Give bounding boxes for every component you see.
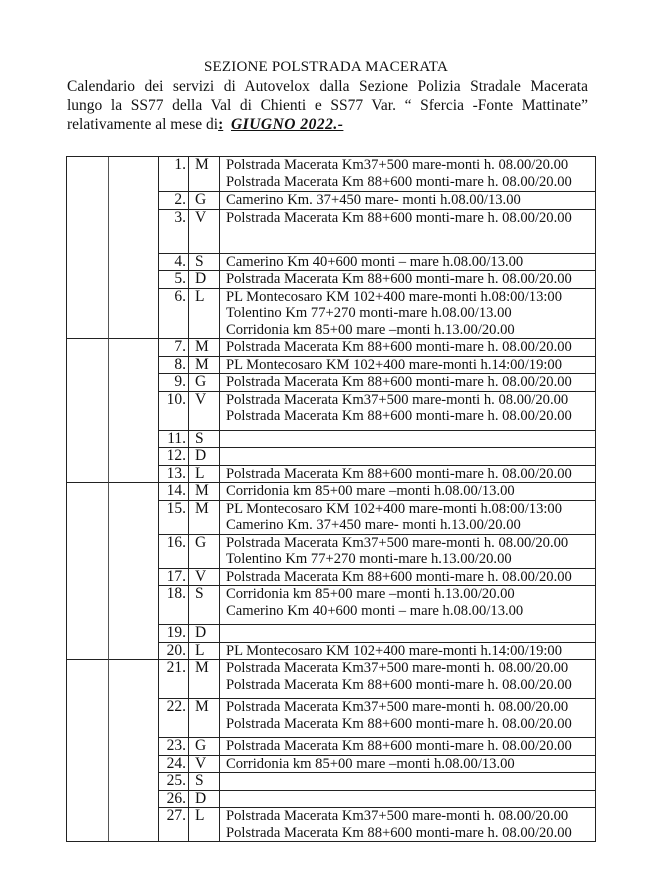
week-cell-2 bbox=[109, 772, 159, 790]
service-cell bbox=[220, 209, 595, 253]
weekday-letter: D bbox=[189, 790, 220, 808]
service-line: Polstrada Macerata Km37+500 mare-monti h. 08.00/20.00 bbox=[226, 699, 569, 715]
weekday-letter: M bbox=[189, 500, 220, 534]
service-line: Polstrada Macerata Km 88+600 monti-mare h. 08.00/20.00 bbox=[226, 738, 572, 754]
week-cell-2 bbox=[109, 624, 159, 642]
week-cell-2 bbox=[109, 534, 159, 568]
calendar-row bbox=[67, 157, 595, 191]
week-cell bbox=[67, 288, 109, 339]
day-number: 24. bbox=[159, 755, 189, 773]
service-cell bbox=[220, 624, 595, 642]
week-cell-2 bbox=[109, 430, 159, 448]
calendar-row bbox=[67, 270, 595, 288]
service-line: Polstrada Macerata Km 88+600 monti-mare h. 08.00/20.00 bbox=[226, 374, 572, 390]
service-cell bbox=[220, 338, 595, 356]
week-cell bbox=[67, 338, 109, 356]
service-cell bbox=[220, 253, 595, 271]
week-cell-2 bbox=[109, 288, 159, 339]
service-line: Tolentino Km 77+270 monti-mare h.08.00/13.00 bbox=[226, 305, 512, 321]
day-number: 21. bbox=[159, 659, 189, 698]
calendar-row bbox=[67, 465, 595, 483]
week-cell-2 bbox=[109, 356, 159, 374]
weekday-letter: S bbox=[189, 585, 220, 624]
week-cell bbox=[67, 373, 109, 391]
service-line: Polstrada Macerata Km 88+600 monti-mare h. 08.00/20.00 bbox=[226, 568, 572, 585]
week-cell bbox=[67, 772, 109, 790]
service-cell bbox=[220, 755, 595, 773]
day-number: 8. bbox=[159, 356, 189, 374]
service-line: PL Montecosaro KM 102+400 mare-monti h.14:00/19:00 bbox=[226, 356, 563, 373]
service-cell bbox=[220, 191, 595, 209]
weekday-letter: M bbox=[189, 356, 220, 374]
week-cell bbox=[67, 737, 109, 755]
document-header bbox=[0, 58, 652, 134]
weekday-letter: V bbox=[189, 209, 220, 253]
service-cell bbox=[220, 790, 595, 808]
day-number: 6. bbox=[159, 288, 189, 339]
weekday-letter: D bbox=[189, 624, 220, 642]
week-cell bbox=[67, 430, 109, 448]
day-number: 16. bbox=[159, 534, 189, 568]
service-line bbox=[226, 431, 595, 448]
week-cell bbox=[67, 447, 109, 465]
calendar-row bbox=[67, 568, 595, 586]
day-number: 27. bbox=[159, 807, 189, 841]
week-cell bbox=[67, 465, 109, 483]
calendar-row bbox=[67, 534, 595, 568]
service-line: Camerino Km 40+600 monti – mare h.08.00/13.00 bbox=[226, 253, 524, 270]
week-cell-2 bbox=[109, 270, 159, 288]
service-line: Corridonia km 85+00 mare –monti h.08.00/13.00 bbox=[226, 755, 515, 772]
calendar-row bbox=[67, 209, 595, 253]
service-line: Polstrada Macerata Km 88+600 monti-mare h. 08.00/20.00 bbox=[226, 173, 572, 190]
calendar-row bbox=[67, 659, 595, 698]
week-cell-2 bbox=[109, 568, 159, 586]
header-line-2: lungo la SS77 della Val di Chienti e SS77 Var. “ Sfercia -Fonte Mattinate” bbox=[67, 97, 588, 114]
calendar-row bbox=[67, 253, 595, 271]
header-line-3 bbox=[67, 115, 588, 134]
service-line: PL Montecosaro KM 102+400 mare-monti h.14:00/19:00 bbox=[226, 642, 563, 659]
calendar-row bbox=[67, 624, 595, 642]
service-line: Tolentino Km 77+270 monti-mare h.13.00/20.00 bbox=[226, 551, 512, 567]
service-line: PL Montecosaro KM 102+400 mare-monti h.08:00/13:00 bbox=[226, 288, 563, 305]
day-number: 10. bbox=[159, 391, 189, 430]
day-number: 5. bbox=[159, 270, 189, 288]
day-number: 19. bbox=[159, 624, 189, 642]
week-cell bbox=[67, 755, 109, 773]
week-cell-2 bbox=[109, 465, 159, 483]
service-line: Polstrada Macerata Km 88+600 monti-mare h. 08.00/20.00 bbox=[226, 824, 572, 841]
week-cell bbox=[67, 157, 109, 191]
week-cell bbox=[67, 191, 109, 209]
weekday-letter: G bbox=[189, 534, 220, 568]
day-number: 4. bbox=[159, 253, 189, 271]
service-line: Polstrada Macerata Km 88+600 monti-mare h. 08.00/20.00 bbox=[226, 676, 572, 693]
service-cell bbox=[220, 447, 595, 465]
service-line: Polstrada Macerata Km37+500 mare-monti h. 08.00/20.00 bbox=[226, 808, 569, 824]
weekday-letter: L bbox=[189, 288, 220, 339]
weekday-letter: M bbox=[189, 338, 220, 356]
week-cell bbox=[67, 270, 109, 288]
calendar-row bbox=[67, 698, 595, 737]
service-cell bbox=[220, 373, 595, 391]
day-number: 1. bbox=[159, 157, 189, 191]
service-cell bbox=[220, 698, 595, 737]
service-cell bbox=[220, 772, 595, 790]
week-cell bbox=[67, 391, 109, 430]
week-cell bbox=[67, 624, 109, 642]
service-cell bbox=[220, 737, 595, 755]
calendar-row bbox=[67, 447, 595, 465]
day-number: 22. bbox=[159, 698, 189, 737]
weekday-letter: M bbox=[189, 157, 220, 191]
service-line: Corridonia km 85+00 mare –monti h.08.00/13.00 bbox=[226, 483, 515, 499]
week-cell-2 bbox=[109, 191, 159, 209]
week-cell bbox=[67, 356, 109, 374]
service-line: Camerino Km. 37+450 mare- monti h.08.00/13.00 bbox=[226, 192, 521, 208]
weekday-letter: L bbox=[189, 465, 220, 483]
week-cell-2 bbox=[109, 209, 159, 253]
service-cell bbox=[220, 270, 595, 288]
calendar-row bbox=[67, 191, 595, 209]
weekday-letter: D bbox=[189, 447, 220, 465]
week-cell-2 bbox=[109, 253, 159, 271]
week-cell bbox=[67, 253, 109, 271]
calendar-row bbox=[67, 391, 595, 430]
calendar-row bbox=[67, 338, 595, 356]
service-cell bbox=[220, 157, 595, 191]
day-number: 11. bbox=[159, 430, 189, 448]
week-cell bbox=[67, 807, 109, 841]
day-number: 9. bbox=[159, 373, 189, 391]
week-cell-2 bbox=[109, 807, 159, 841]
service-cell bbox=[220, 807, 595, 841]
service-line: Polstrada Macerata Km 88+600 monti-mare h. 08.00/20.00 bbox=[226, 465, 572, 482]
week-cell bbox=[67, 568, 109, 586]
service-line: Polstrada Macerata Km37+500 mare-monti h. 08.00/20.00 bbox=[226, 391, 569, 408]
weekday-letter: S bbox=[189, 253, 220, 271]
service-cell bbox=[220, 288, 595, 339]
week-cell-2 bbox=[109, 338, 159, 356]
service-line bbox=[226, 625, 595, 642]
calendar-row bbox=[67, 500, 595, 534]
service-line: Polstrada Macerata Km 88+600 monti-mare h. 08.00/20.00 bbox=[226, 209, 572, 226]
document-title: SEZIONE POLSTRADA MACERATA bbox=[203, 59, 448, 75]
service-line: Corridonia km 85+00 mare –monti h.13.00/20.00 bbox=[226, 321, 515, 338]
service-cell bbox=[220, 568, 595, 586]
calendar-row bbox=[67, 585, 595, 624]
service-line: Polstrada Macerata Km 88+600 monti-mare h. 08.00/20.00 bbox=[226, 408, 572, 424]
day-number: 2. bbox=[159, 191, 189, 209]
week-cell-2 bbox=[109, 500, 159, 534]
calendar-row bbox=[67, 772, 595, 790]
calendar-row bbox=[67, 430, 595, 448]
calendar-row bbox=[67, 482, 595, 500]
day-number: 15. bbox=[159, 500, 189, 534]
week-cell bbox=[67, 482, 109, 500]
service-line bbox=[226, 226, 595, 243]
weekday-letter: V bbox=[189, 755, 220, 773]
week-cell bbox=[67, 642, 109, 660]
calendar-row bbox=[67, 373, 595, 391]
service-line: Polstrada Macerata Km 88+600 monti-mare h. 08.00/20.00 bbox=[226, 715, 572, 732]
service-cell bbox=[220, 642, 595, 660]
weekday-letter: G bbox=[189, 191, 220, 209]
calendar-row bbox=[67, 288, 595, 339]
service-line: Camerino Km 40+600 monti – mare h.08.00/13.00 bbox=[226, 602, 524, 619]
day-number: 13. bbox=[159, 465, 189, 483]
weekday-letter: L bbox=[189, 642, 220, 660]
service-line: Polstrada Macerata Km 88+600 monti-mare h. 08.00/20.00 bbox=[226, 271, 572, 287]
service-line: Polstrada Macerata Km37+500 mare-monti h. 08.00/20.00 bbox=[226, 157, 569, 173]
day-number: 3. bbox=[159, 209, 189, 253]
header-line-1: Calendario dei servizi di Autovelox dalla Sezione Polizia Stradale Macerata bbox=[67, 78, 588, 95]
weekday-letter: M bbox=[189, 698, 220, 737]
weekday-letter: V bbox=[189, 568, 220, 586]
weekday-letter: V bbox=[189, 391, 220, 430]
service-line: Polstrada Macerata Km37+500 mare-monti h. 08.00/20.00 bbox=[226, 660, 569, 676]
day-number: 20. bbox=[159, 642, 189, 660]
month-label: GIUGNO 2022.- bbox=[230, 116, 344, 133]
service-line: PL Montecosaro KM 102+400 mare-monti h.08:00/13:00 bbox=[226, 500, 563, 517]
service-cell bbox=[220, 534, 595, 568]
week-cell-2 bbox=[109, 447, 159, 465]
month-colon: : bbox=[218, 116, 224, 133]
week-cell-2 bbox=[109, 391, 159, 430]
weekday-letter: D bbox=[189, 270, 220, 288]
day-number: 25. bbox=[159, 772, 189, 790]
service-line: Camerino Km. 37+450 mare- monti h.13.00/20.00 bbox=[226, 517, 521, 533]
day-number: 18. bbox=[159, 585, 189, 624]
calendar-row bbox=[67, 737, 595, 755]
calendar-table bbox=[66, 156, 596, 842]
service-line: Corridonia km 85+00 mare –monti h.13.00/20.00 bbox=[226, 586, 515, 602]
service-cell bbox=[220, 500, 595, 534]
month-prefix: relativamente al mese di bbox=[67, 116, 219, 133]
service-cell bbox=[220, 430, 595, 448]
service-line: Polstrada Macerata Km37+500 mare-monti h. 08.00/20.00 bbox=[226, 534, 569, 551]
calendar-row bbox=[67, 755, 595, 773]
service-cell bbox=[220, 391, 595, 430]
day-number: 7. bbox=[159, 338, 189, 356]
weekday-letter: G bbox=[189, 737, 220, 755]
week-cell-2 bbox=[109, 585, 159, 624]
day-number: 14. bbox=[159, 482, 189, 500]
calendar-row bbox=[67, 790, 595, 808]
week-cell-2 bbox=[109, 482, 159, 500]
weekday-letter: L bbox=[189, 807, 220, 841]
day-number: 17. bbox=[159, 568, 189, 586]
service-line bbox=[226, 791, 595, 808]
week-cell-2 bbox=[109, 698, 159, 737]
weekday-letter: S bbox=[189, 772, 220, 790]
week-cell-2 bbox=[109, 790, 159, 808]
week-cell bbox=[67, 534, 109, 568]
service-line bbox=[226, 773, 595, 790]
week-cell bbox=[67, 790, 109, 808]
day-number: 23. bbox=[159, 737, 189, 755]
week-cell-2 bbox=[109, 157, 159, 191]
service-line: Polstrada Macerata Km 88+600 monti-mare h. 08.00/20.00 bbox=[226, 339, 572, 355]
week-cell-2 bbox=[109, 659, 159, 698]
service-cell bbox=[220, 659, 595, 698]
calendar-row bbox=[67, 642, 595, 660]
service-line bbox=[226, 448, 595, 465]
weekday-letter: M bbox=[189, 659, 220, 698]
week-cell-2 bbox=[109, 373, 159, 391]
day-number: 12. bbox=[159, 447, 189, 465]
calendar-row bbox=[67, 356, 595, 374]
service-cell bbox=[220, 356, 595, 374]
week-cell bbox=[67, 698, 109, 737]
week-cell bbox=[67, 500, 109, 534]
service-cell bbox=[220, 465, 595, 483]
week-cell-2 bbox=[109, 737, 159, 755]
week-cell-2 bbox=[109, 755, 159, 773]
weekday-letter: M bbox=[189, 482, 220, 500]
week-cell bbox=[67, 659, 109, 698]
service-cell bbox=[220, 482, 595, 500]
service-cell bbox=[220, 585, 595, 624]
day-number: 26. bbox=[159, 790, 189, 808]
weekday-letter: S bbox=[189, 430, 220, 448]
week-cell-2 bbox=[109, 642, 159, 660]
week-cell bbox=[67, 209, 109, 253]
week-cell bbox=[67, 585, 109, 624]
calendar-row bbox=[67, 807, 595, 841]
weekday-letter: G bbox=[189, 373, 220, 391]
